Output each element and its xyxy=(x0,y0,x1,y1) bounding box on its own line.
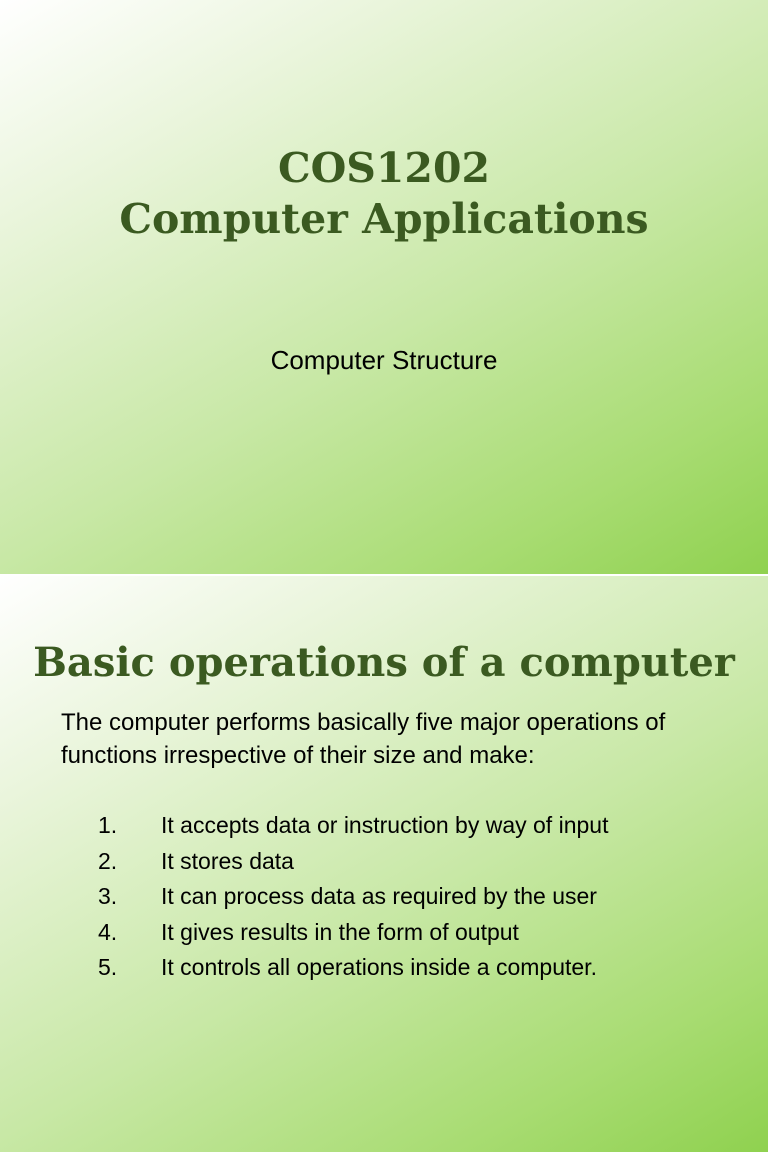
list-item-text: It accepts data or instruction by way of input xyxy=(161,812,609,838)
slide-1-subtitle: Computer Structure xyxy=(270,345,498,375)
slide-2-intro: The computer performs basically five major operations of functions irrespective of their size and make: xyxy=(61,709,666,769)
list-item xyxy=(98,879,738,915)
slide-2-title: Basic operations of a computer xyxy=(33,639,735,686)
list-item-text: It controls all operations inside a computer. xyxy=(161,954,597,980)
list-item-number: 5. xyxy=(98,954,118,980)
list-item-text: It gives results in the form of output xyxy=(161,918,519,945)
list-item-text: It can process data as required by the user xyxy=(161,883,597,909)
list-item xyxy=(98,950,738,986)
slide-1-title xyxy=(0,143,768,245)
list-item-text: It stores data xyxy=(161,847,294,874)
list-item-number: 4. xyxy=(98,918,118,945)
list-item xyxy=(98,915,738,951)
list-item-number: 1. xyxy=(98,812,118,838)
list-item xyxy=(98,808,738,844)
operations-list xyxy=(98,808,738,986)
list-item xyxy=(98,844,738,880)
course-name: Computer Applications xyxy=(119,195,649,243)
course-code: COS1202 xyxy=(277,144,491,192)
list-item-number: 3. xyxy=(98,883,118,909)
list-item-number: 2. xyxy=(98,847,118,874)
